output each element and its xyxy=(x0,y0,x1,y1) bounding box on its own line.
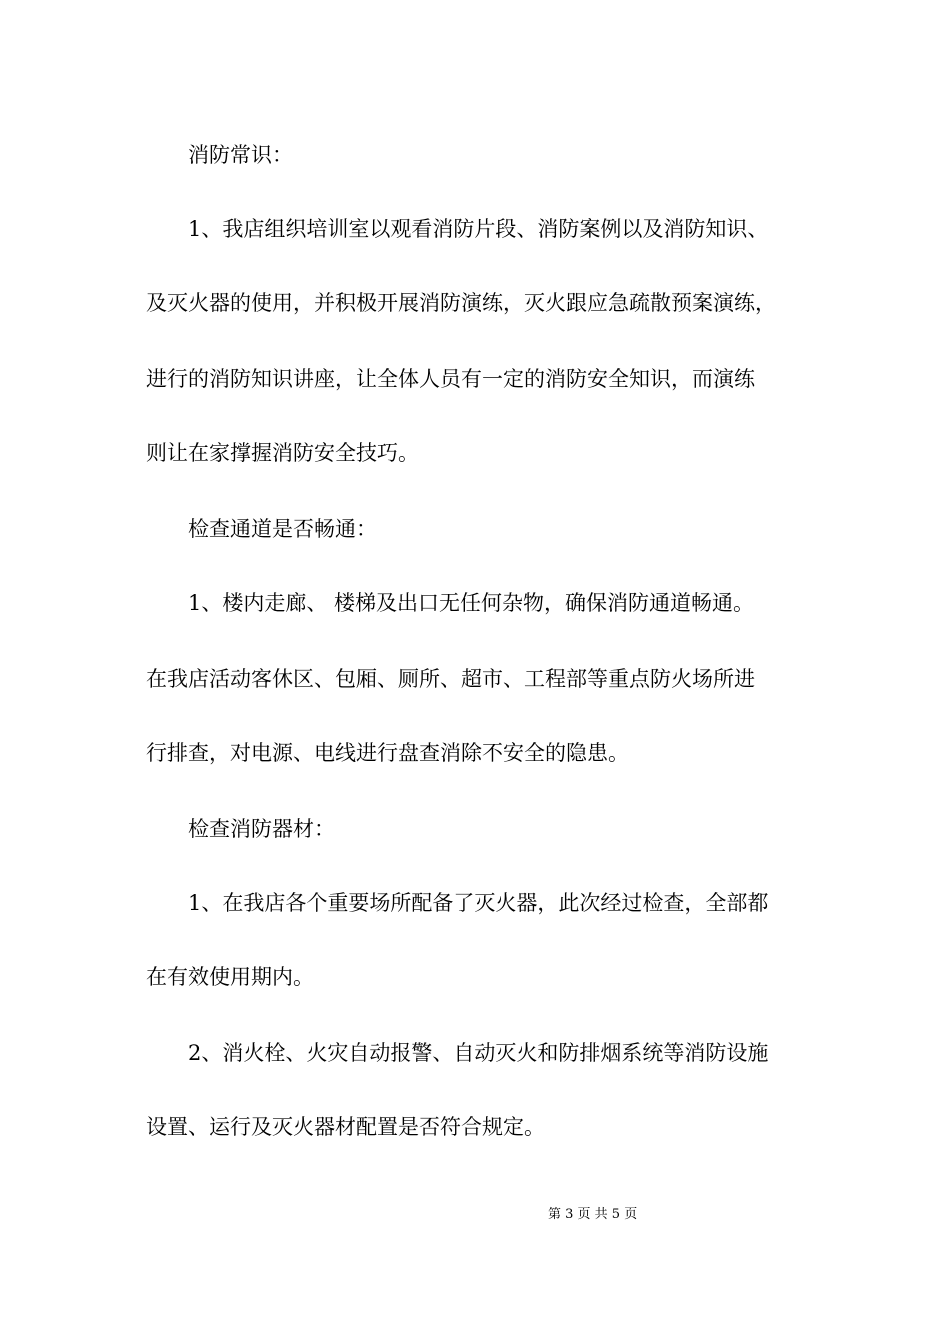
paragraph-line: 及灭火器的使用，并积极开展消防演练，灭火跟应急疏散预案演练， xyxy=(146,291,776,315)
paragraph-line: 行排查，对电源、电线进行盘查消除不安全的隐患。 xyxy=(146,741,629,765)
paragraph-line: 1、我店组织培训室以观看消防片段、消防案例以及消防知识、 xyxy=(188,217,769,241)
paragraph-line: 2、消火栓、火灾自动报警、自动灭火和防排烟系统等消防设施 xyxy=(188,1041,769,1065)
paragraph-line: 则让在家撑握消防安全技巧。 xyxy=(146,441,419,465)
paragraph-line: 在有效使用期内。 xyxy=(146,965,314,989)
paragraph-line: 设置、运行及灭火器材配置是否符合规定。 xyxy=(146,1115,545,1139)
section-heading-equipment-check: 检查消防器材： xyxy=(188,817,335,841)
paragraph-line: 进行的消防知识讲座，让全体人员有一定的消防安全知识，而演练 xyxy=(146,367,755,391)
paragraph-line: 在我店活动客休区、包厢、厕所、超市、工程部等重点防火场所进 xyxy=(146,667,755,691)
page-number: 第 3 页 共 5 页 xyxy=(548,1207,638,1222)
paragraph-line: 1、在我店各个重要场所配备了灭火器，此次经过检查，全部都 xyxy=(188,891,769,915)
section-heading-fire-knowledge: 消防常识： xyxy=(188,143,293,167)
section-heading-passage-check: 检查通道是否畅通： xyxy=(188,517,377,541)
paragraph-line: 1、楼内走廊、 楼梯及出口无任何杂物，确保消防通道畅通。 xyxy=(188,591,755,615)
